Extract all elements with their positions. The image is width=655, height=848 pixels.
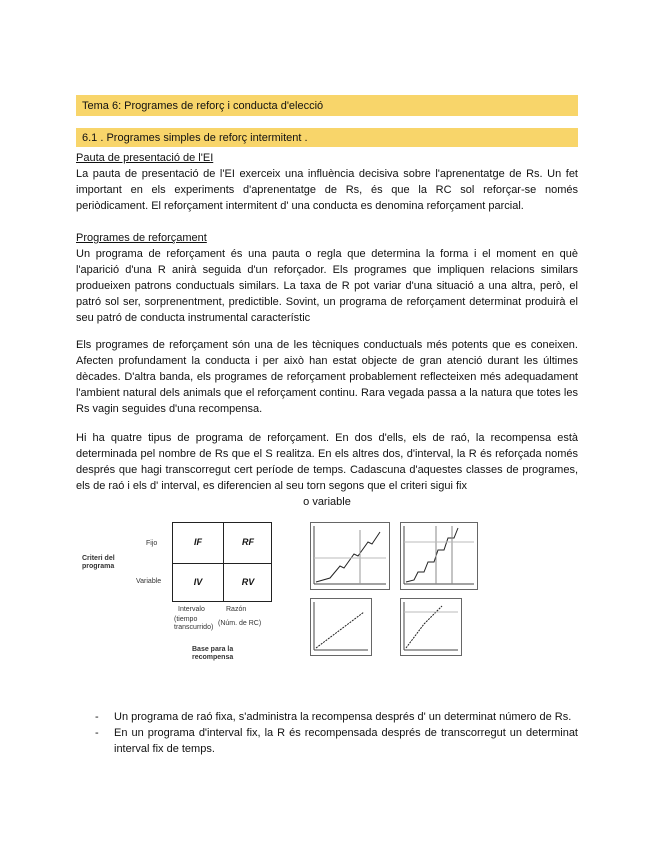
cell-if: IF [194,537,202,547]
cell-iv: IV [193,577,203,587]
col-label-interval-sub2: transcurrido) [174,624,214,631]
heading-pauta: Pauta de presentació de l'EI [76,152,214,164]
subsection-title: 6.1 . Programes simples de reforç intermitent . [82,132,308,144]
schedule-list [95,709,578,757]
row-label-variable: Variable [136,578,162,585]
section-programes [76,230,578,326]
paragraph-programes-1: Un programa de reforçament és una pauta o regla que determina la forma i el moment en què l'aparició d'una R anirà seguida d'un reforçador. Els programes que impliquen relacions similars produeixen patrons conductuals similars. La taxa de R pot variar d'una situació a una altra, però, el patró sol ser, sorprenentment, predictible. Sovint, un programa de reforçament determinat produirà el seu patró de conducta instrumental característic [76,248,578,324]
plot-variable-ratio [400,598,462,656]
paragraph-programes-2: Els programes de reforçament són una de les tècniques conductuals més potents que es coneixen. Afecten profundament la conducta i per això han estat objecte de gran atenció durant les últimes dècades. D'altra banda, els programes de reforçament probablement reflecteixen més adequadament l'ambient natural dels animals que el reforçament continu. Rara vegada passa a la natura que totes les Rs vagin seguides d'una recompensa. [76,339,578,415]
list-item-text: En un programa d'interval fix, la R és recompensada després de transcorregut un determinat interval fix de temps. [114,727,578,755]
paragraph-pauta: La pauta de presentació de l'EI exerceix una influència decisiva sobre l'aprenentatge de Rs. Un fet important en els experiments d'aprenentatge de Rs, és que la RC sol reforçar-se només periòdicament. El reforçament intermitent d' una conducta es denomina reforçament parcial. [76,168,578,212]
heading-programes: Programes de reforçament [76,232,207,244]
col-label-interval: Intervalo [178,606,205,613]
col-label-ratio: Razón [226,606,247,613]
criteria-label-line2: programa [82,563,115,570]
base-label-line2: recompensa [192,654,234,661]
criteria-label [82,555,115,571]
plot-variable-interval [310,598,372,656]
col-label-interval-sub [174,616,213,632]
row-label-fixed: Fijo [146,540,158,547]
section-title: Tema 6: Programes de reforç i conducta d'elecció [82,100,324,112]
plot-fixed-interval [310,522,390,590]
base-label-line1: Base para la [192,646,234,653]
base-label [192,646,233,662]
col-label-interval-sub1: (tiempo [174,616,198,623]
section-paragraph-2 [76,337,578,417]
plot-fixed-ratio [400,522,478,590]
col-label-ratio-sub: (Núm. de RC) [218,620,262,627]
list-item-text: Un programa de raó fixa, s'administra la recompensa després d' un determinat número de Rs. [114,711,572,723]
section-pauta [76,150,578,214]
paragraph-programes-3-end: o variable [303,496,351,508]
list-item: - Un programa de raó fixa, s'administra la recompensa després d' un determinat número de Rs. [95,711,572,723]
cell-rf: RF [242,537,254,547]
subsection-title-band [76,128,578,147]
paragraph-programes-3: Hi ha quatre tipus de programa de reforçament. En dos d'ells, els de raó, la recompensa està determinada pel nombre de Rs que el S realitza. En els altres dos, d'interval, la R és reforçada només després que hagi transcorregut cert període de temps. Cadascuna d'aquestes classes de programes, els de raó i els d' interval, es diferencien al seu torn segons que el criteri sigui fix [76,432,578,492]
section-paragraph-3 [76,430,578,510]
list-item: - En un programa d'interval fix, la R és recompensada després de transcorregut un determinat interval fix de temps. [95,727,578,755]
schedule-grid [172,522,272,602]
criteria-label-line1: Criteri del [82,555,115,562]
section-title-band [76,95,578,116]
cell-rv: RV [241,577,255,587]
